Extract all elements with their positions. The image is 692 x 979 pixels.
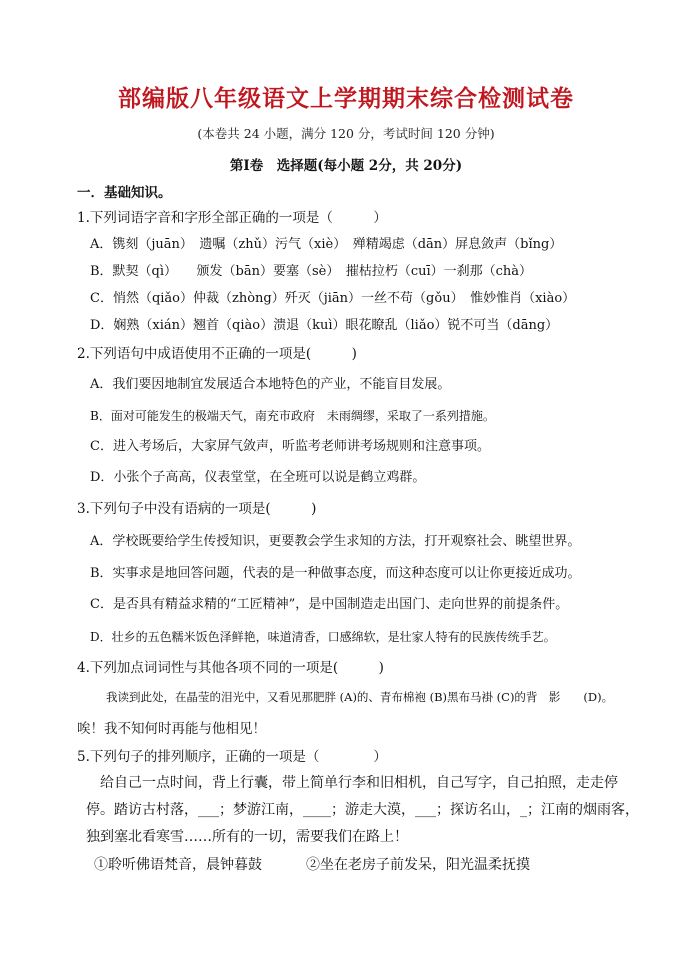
question-5-passage-line: 独到塞北看寒雪……所有的一切，需要我们在路上！ bbox=[86, 829, 408, 845]
exam-instructions: (本卷共 24 小题，满分 120 分，考试时间 120 分钟) bbox=[197, 126, 495, 141]
question-2-stem: 2.下列语句中成语使用不正确的一项是( ) bbox=[77, 346, 357, 362]
question-5-choice-2: ②坐在老房子前发呆，阳光温柔抚摸 bbox=[306, 857, 530, 873]
question-1-option-a: A．镌刻（juān） 遗嘱（zhǔ）污气（xiè） 殚精竭虑（dān）屏息敛声（bǐng） bbox=[90, 237, 563, 252]
question-4-stem: 4.下列加点词词性与其他各项不同的一项是( ) bbox=[77, 660, 384, 676]
question-2-option-a: A．我们要因地制宜发展适合本地特色的产业，不能盲目发展。 bbox=[90, 377, 451, 392]
question-4-passage-tail: 唉！我不知何时再能与他相见！ bbox=[77, 721, 266, 737]
part-heading: 一．基础知识。 bbox=[77, 185, 172, 201]
question-3-option-a: A．学校既要给学生传授知识，更要教会学生求知的方法，打开观察社会、眺望世界。 bbox=[90, 534, 581, 549]
question-1-option-d: D．娴熟（xián）翘首（qiào）溃退（kuì）眼花瞭乱（liǎo）锐不可当（dāng） bbox=[90, 318, 559, 333]
question-2-option-c: C．进入考场后，大家屏气敛声，听监考老师讲考场规则和注意事项。 bbox=[90, 439, 490, 454]
question-1-option-c: C．悄然（qiǎo）仲裁（zhòng）歼灭（jiān）一丝不苟（gǒu） 惟妙惟肖（xiào） bbox=[90, 291, 576, 306]
question-2-option-d: D．小张个子高高，仪表堂堂，在全班可以说是鹤立鸡群。 bbox=[90, 470, 426, 485]
question-5-choice-1: ①聆听佛语梵音，晨钟暮鼓 bbox=[94, 857, 262, 873]
question-3-option-c: C．是否具有精益求精的“工匠精神”，是中国制造走出国门、走向世界的前提条件。 bbox=[90, 597, 569, 612]
question-3-stem: 3.下列句子中没有语病的一项是( ) bbox=[77, 501, 317, 517]
question-5-passage-line: 给自己一点时间，背上行囊，带上简单行李和旧相机，自己写字，自己拍照，走走停 bbox=[86, 775, 618, 791]
question-1-stem: 1.下列词语字音和字形全部正确的一项是（ ） bbox=[77, 210, 387, 226]
question-5-passage-line: 停。踏访古村落，___；梦游江南，____；游走大漠，___；探访名山，_；江南的烟雨客， bbox=[86, 802, 639, 818]
question-3-option-b: B．实事求是地回答问题，代表的是一种做事态度，而这种态度可以让你更接近成功。 bbox=[90, 566, 581, 581]
question-3-option-d: D．壮乡的五色糯米饭色泽鲜艳，味道清香，口感绵软，是壮家人特有的民族传统手艺。 bbox=[90, 630, 556, 644]
question-2-option-b: B．面对可能发生的极端天气，南充市政府 未雨绸缪，采取了一系列措施。 bbox=[90, 409, 495, 423]
section-heading: 第Ⅰ卷 选择题(每小题 2分，共 20分) bbox=[229, 158, 463, 174]
question-1-option-b: B．默契（qì） 颁发（bān）要塞（sè） 摧枯拉朽（cuī）一刹那（chà） bbox=[90, 264, 533, 279]
page-title: 部编版八年级语文上学期期末综合检测试卷 bbox=[118, 85, 574, 112]
question-4-passage: 我读到此处，在晶莹的泪光中，又看见那肥胖 (A)的、青布棉袍 (B)黑布马褂 (C)的背 影 (D)。 bbox=[106, 690, 614, 704]
question-5-stem: 5.下列句子的排列顺序，正确的一项是（ ） bbox=[77, 749, 387, 765]
